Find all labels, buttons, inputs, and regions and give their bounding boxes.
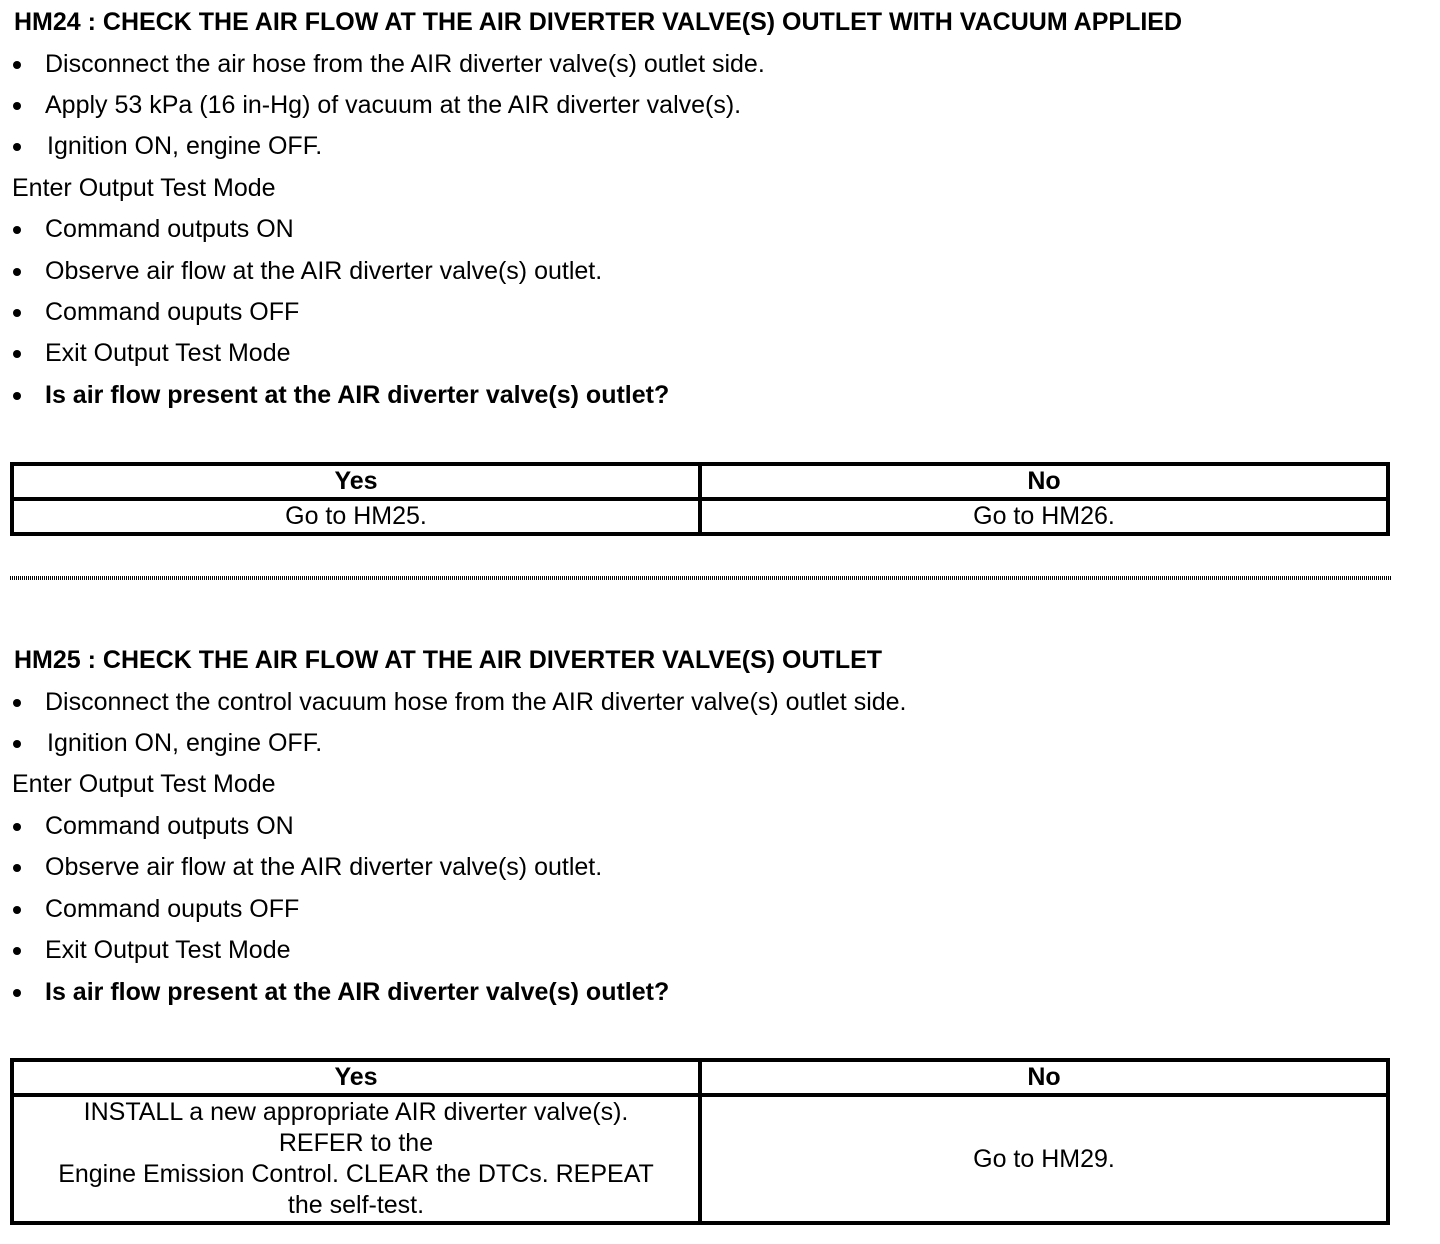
section-divider [10, 576, 1391, 580]
yes-header: Yes [12, 1060, 700, 1095]
bullet-icon [13, 350, 21, 358]
bullet-icon [13, 864, 21, 872]
bullet-icon [13, 989, 21, 997]
bullet-icon [13, 268, 21, 276]
no-header: No [700, 1060, 1388, 1095]
bullet-icon [13, 143, 21, 151]
bullet-icon [13, 392, 21, 400]
bullet-icon [13, 823, 21, 831]
bullet-icon [13, 699, 21, 707]
no-header: No [700, 464, 1388, 499]
no-action: Go to HM26. [700, 499, 1388, 534]
decision-table [10, 462, 1390, 536]
section-title: HM24 : CHECK THE AIR FLOW AT THE AIR DIVERTER VALVE(S) OUTLET WITH VACUUM APPLIED [14, 8, 1183, 36]
yes-action: INSTALL a new appropriate AIR diverter valve(s). REFER to the Engine Emission Control. CLEAR the DTCs. REPEAT the self-test. [12, 1095, 700, 1223]
decision-table [10, 1058, 1390, 1225]
yes-header: Yes [12, 464, 700, 499]
bullet-icon [13, 947, 21, 955]
bullet-icon [13, 309, 21, 317]
no-action: Go to HM29. [700, 1095, 1388, 1223]
bullet-icon [13, 102, 21, 110]
bullet-icon [13, 906, 21, 914]
bullet-icon [13, 740, 21, 748]
bullet-icon [13, 61, 21, 69]
section-title: HM25 : CHECK THE AIR FLOW AT THE AIR DIVERTER VALVE(S) OUTLET [14, 646, 883, 674]
bullet-icon [13, 226, 21, 234]
yes-action: Go to HM25. [12, 499, 700, 534]
